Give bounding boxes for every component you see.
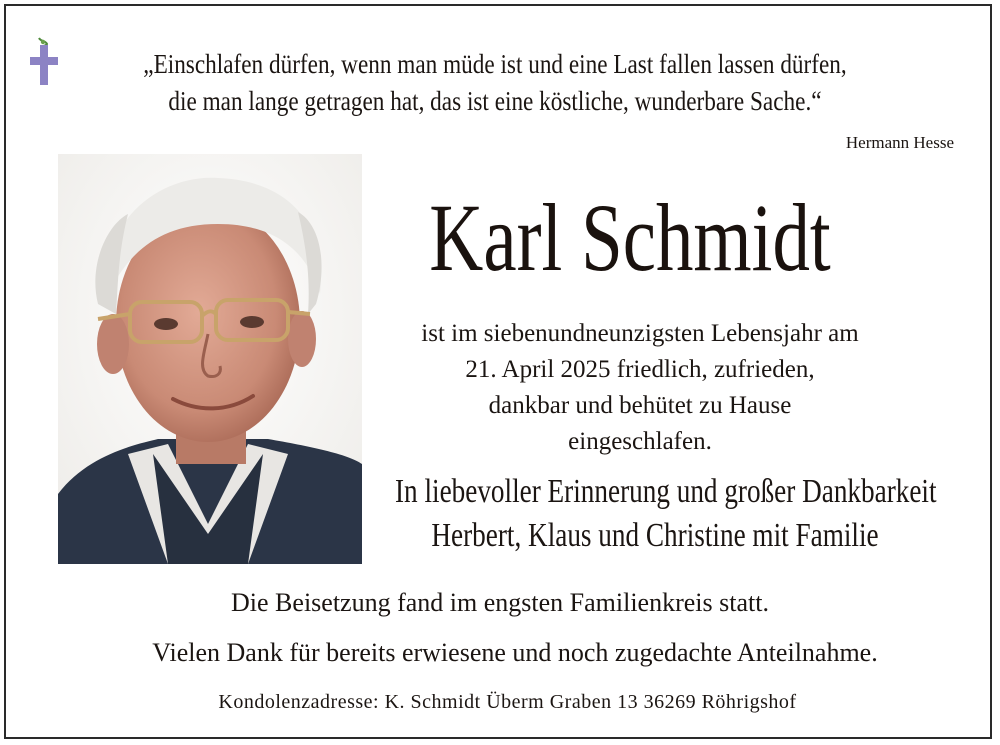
thanks-note: Vielen Dank für bereits erwiesene und noch zugedachte Anteilnahme.	[152, 638, 878, 667]
quote-line-1: „Einschlafen dürfen, wenn man müde ist und eine Last fallen lassen dürfen,	[143, 49, 847, 79]
quote-line-2: die man lange getragen hat, das ist eine köstliche, wunderbare Sache.“	[168, 86, 822, 116]
announcement	[360, 316, 920, 460]
portrait-photo	[58, 154, 362, 564]
family-line-1: In liebevoller Erinnerung und großer Dankbarkeit	[395, 473, 937, 510]
family-signature	[395, 470, 937, 558]
announcement-line-3: dankbar und behütet zu Hause	[488, 392, 792, 419]
announcement-line-2: 21. April 2025 friedlich, zufrieden,	[465, 356, 815, 383]
announcement-line-1: ist im siebenundneunzigsten Lebensjahr am	[421, 320, 859, 347]
deceased-name: Karl Schmidt	[429, 184, 831, 291]
burial-note: Die Beisetzung fand im engsten Familienkreis statt.	[231, 588, 769, 617]
condolence-address: Kondolenzadresse: K. Schmidt Überm Graben 13 36269 Röhrigshof	[218, 691, 797, 713]
quote	[138, 46, 852, 120]
cross-icon	[27, 36, 61, 90]
family-line-2: Herbert, Klaus und Christine mit Familie	[431, 517, 879, 554]
quote-author: Hermann Hesse	[845, 133, 954, 152]
announcement-line-4: eingeschlafen.	[568, 428, 712, 455]
